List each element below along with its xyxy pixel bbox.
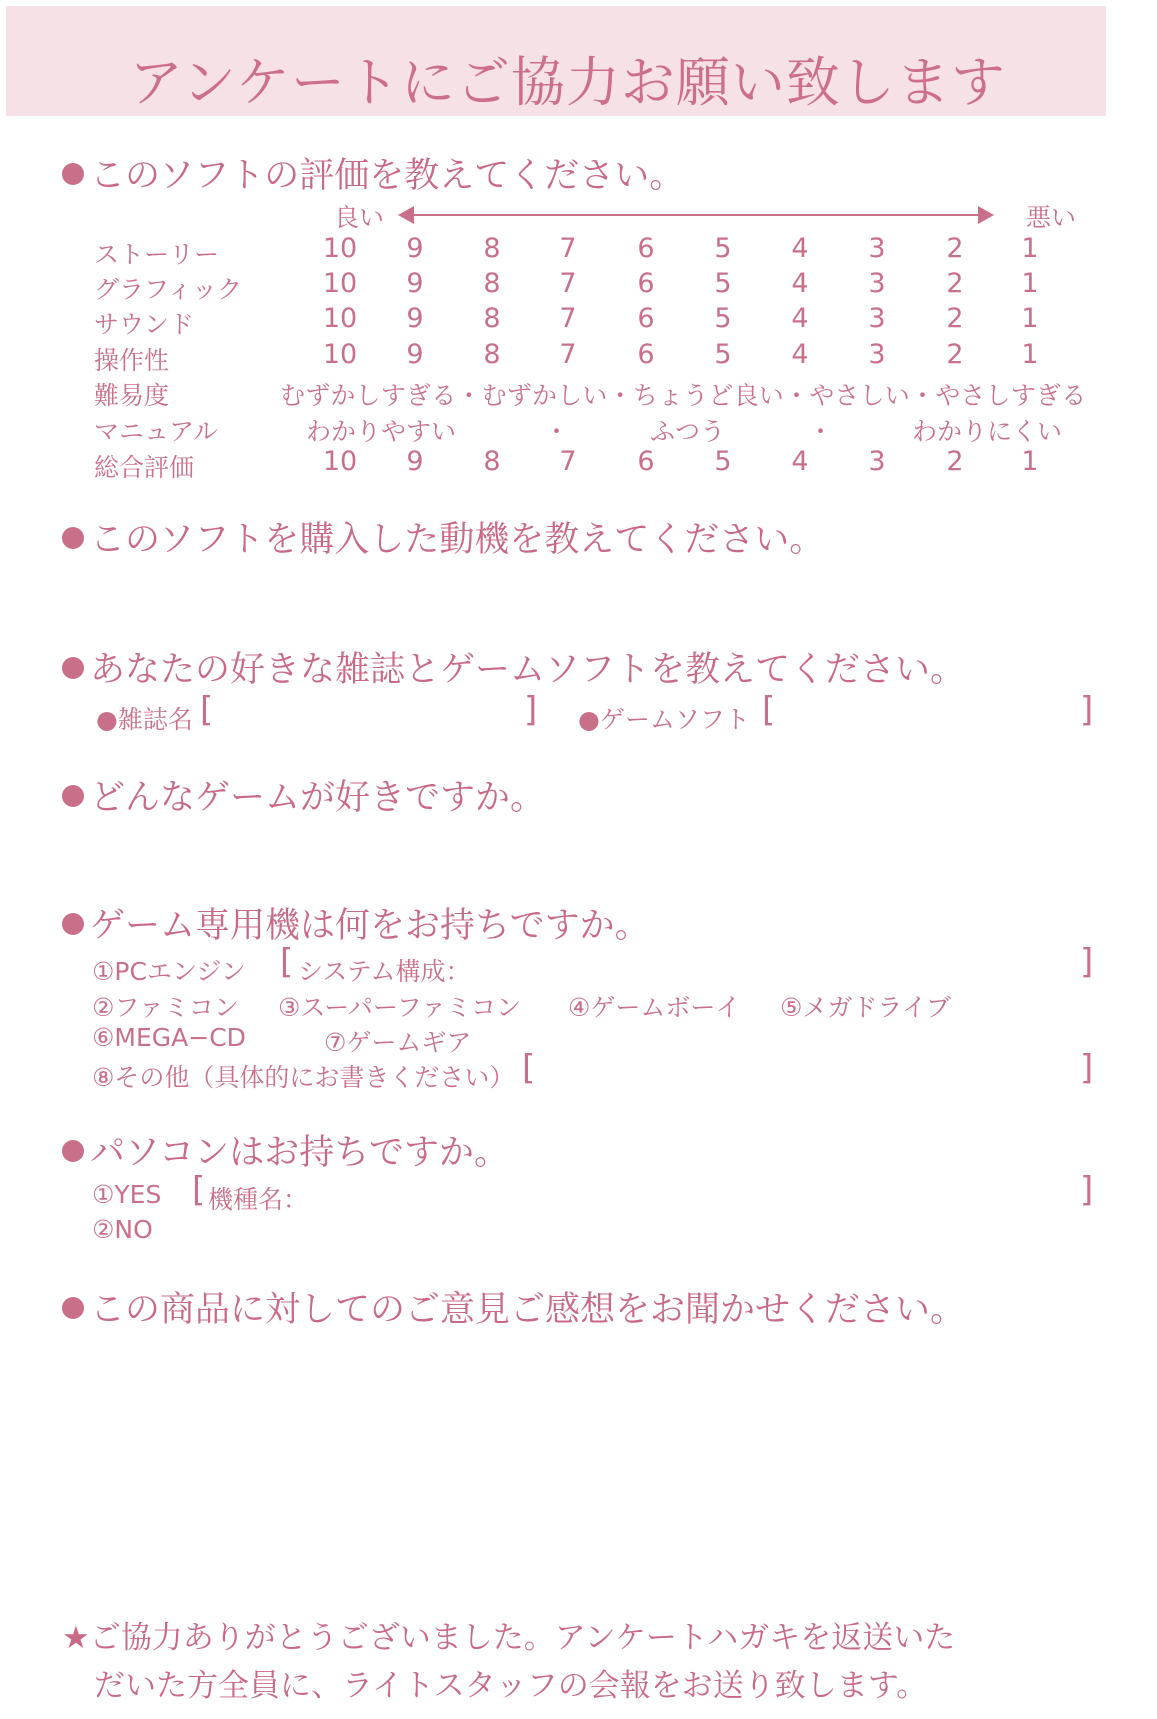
rating-story-option[interactable]: 5 <box>714 233 732 264</box>
rating-graphic-option[interactable]: 3 <box>868 268 886 299</box>
rating-overall-option[interactable]: 6 <box>637 446 655 477</box>
pc-engine-field-label: システム構成： <box>298 957 471 986</box>
other-bracket-open: [ <box>522 1048 536 1088</box>
rating-sound-option[interactable]: 1 <box>1021 303 1039 334</box>
console-option-other[interactable]: ⑧その他（具体的にお書きください） <box>92 1063 515 1092</box>
game-soft-bracket-open: [ <box>762 690 776 730</box>
bullet-icon <box>62 527 84 549</box>
pc-option-no[interactable]: ②NO <box>92 1215 153 1244</box>
pc-bracket-open: [ <box>192 1170 206 1210</box>
bad-label: 悪い <box>1026 203 1077 232</box>
rating-sound-option[interactable]: 6 <box>637 303 655 334</box>
page-title: アンケートにご協力お願い致します <box>129 51 1006 114</box>
magazine-label: ●雑誌名 <box>96 705 193 734</box>
console-option-pc-engine[interactable]: ①PCエンジン <box>92 957 246 986</box>
console-option-megadrive[interactable]: ⑤メガドライブ <box>780 993 951 1022</box>
pc-option-yes[interactable]: ①YES <box>92 1180 162 1209</box>
rating-overall-option[interactable]: 4 <box>791 446 809 477</box>
footer-line-1: ★ご協力ありがとうございました。アンケートハガキを返送いた <box>62 1620 956 1656</box>
pc-engine-bracket-open: [ <box>280 942 294 982</box>
rating-graphic-option[interactable]: 5 <box>714 268 732 299</box>
footer-line-2: だいた方全員に、ライトスタッフの会報をお送り致します。 <box>94 1668 928 1704</box>
question-favorites: あなたの好きな雑誌とゲームソフトを教えてください。 <box>62 642 965 692</box>
question-pc: パソコンはお持ちですか。 <box>62 1125 509 1175</box>
rating-story-option[interactable]: 4 <box>791 233 809 264</box>
rating-graphic-option[interactable]: 7 <box>559 268 577 299</box>
good-label: 良い <box>334 203 385 232</box>
rating-overall-option[interactable]: 9 <box>406 446 424 477</box>
rating-story-option[interactable]: 8 <box>483 233 501 264</box>
arrow-left-icon <box>398 206 414 224</box>
bullet-icon <box>62 657 84 679</box>
rating-sound-option[interactable]: 7 <box>559 303 577 334</box>
pc-model-field[interactable] <box>320 1176 1070 1212</box>
other-console-field[interactable] <box>540 1054 1070 1090</box>
rating-story-option[interactable]: 1 <box>1021 233 1039 264</box>
rating-story-option[interactable]: 10 <box>322 233 358 264</box>
rating-sound-option[interactable]: 4 <box>791 303 809 334</box>
rating-control-option[interactable]: 1 <box>1021 339 1039 370</box>
rating-control-option[interactable]: 6 <box>637 339 655 370</box>
rating-story-option[interactable]: 2 <box>946 233 964 264</box>
manual-separator: ・ <box>808 417 834 446</box>
row-label-graphic: グラフィック <box>94 275 243 304</box>
rating-overall-option[interactable]: 5 <box>714 446 732 477</box>
question-console: ゲーム専用機は何をお持ちですか。 <box>62 898 650 948</box>
rating-graphic-option[interactable]: 1 <box>1021 268 1039 299</box>
bullet-icon <box>62 163 84 185</box>
rating-story-option[interactable]: 3 <box>868 233 886 264</box>
rating-control-option[interactable]: 5 <box>714 339 732 370</box>
question-opinion: この商品に対してのご意見ご感想をお聞かせください。 <box>62 1282 965 1332</box>
rating-control-option[interactable]: 8 <box>483 339 501 370</box>
rating-overall-option[interactable]: 8 <box>483 446 501 477</box>
difficulty-options[interactable]: むずかしすぎる・むずかしい・ちょうど良い・やさしい・やさしすぎる <box>280 381 1087 410</box>
rating-graphic-option[interactable]: 2 <box>946 268 964 299</box>
row-label-control: 操作性 <box>94 346 170 375</box>
rating-sound-option[interactable]: 2 <box>946 303 964 334</box>
manual-option-easy[interactable]: わかりやすい <box>306 417 457 446</box>
rating-graphic-option[interactable]: 4 <box>791 268 809 299</box>
rating-graphic-option[interactable]: 10 <box>322 268 358 299</box>
rating-sound-option[interactable]: 9 <box>406 303 424 334</box>
pc-engine-bracket-close: ] <box>1080 942 1094 982</box>
console-option-super-famicom[interactable]: ③スーパーファミコン <box>278 993 522 1022</box>
rating-sound-option[interactable]: 3 <box>868 303 886 334</box>
bullet-icon <box>62 1297 84 1319</box>
row-label-difficulty: 難易度 <box>94 381 170 410</box>
bullet-icon <box>62 913 84 935</box>
rating-control-option[interactable]: 4 <box>791 339 809 370</box>
scale-arrow-line <box>400 214 990 216</box>
rating-story-option[interactable]: 6 <box>637 233 655 264</box>
magazine-field[interactable] <box>216 696 526 732</box>
game-soft-label: ●ゲームソフト <box>578 705 750 734</box>
console-option-famicom[interactable]: ②ファミコン <box>92 993 239 1022</box>
question-genre: どんなゲームが好きですか。 <box>62 770 545 820</box>
rating-sound-option[interactable]: 5 <box>714 303 732 334</box>
pc-model-label: 機種名： <box>208 1185 309 1214</box>
console-option-gamegear[interactable]: ⑦ゲームギア <box>324 1028 472 1057</box>
magazine-bracket-close: ] <box>524 690 538 730</box>
pc-bracket-close: ] <box>1080 1170 1094 1210</box>
rating-sound-option[interactable]: 8 <box>483 303 501 334</box>
row-label-overall: 総合評価 <box>94 453 195 482</box>
console-option-mega-cd[interactable]: ⑥MEGA−CD <box>92 1023 246 1052</box>
rating-story-option[interactable]: 7 <box>559 233 577 264</box>
manual-separator: ・ <box>544 417 570 446</box>
row-label-sound: サウンド <box>94 310 195 339</box>
rating-graphic-option[interactable]: 9 <box>406 268 424 299</box>
question-motive: このソフトを購入した動機を教えてください。 <box>62 512 824 562</box>
other-bracket-close: ] <box>1080 1048 1094 1088</box>
bullet-icon <box>62 1140 84 1162</box>
rating-overall-option[interactable]: 10 <box>322 446 358 477</box>
rating-graphic-option[interactable]: 6 <box>637 268 655 299</box>
arrow-right-icon <box>978 206 994 224</box>
pc-engine-field[interactable] <box>480 948 1070 984</box>
rating-overall-option[interactable]: 7 <box>559 446 577 477</box>
row-label-manual: マニュアル <box>94 417 219 446</box>
rating-graphic-option[interactable]: 8 <box>483 268 501 299</box>
bullet-icon <box>62 785 84 807</box>
rating-control-option[interactable]: 10 <box>322 339 358 370</box>
question-rating: このソフトの評価を教えてください。 <box>62 148 684 198</box>
row-label-story: ストーリー <box>94 240 220 269</box>
rating-overall-option[interactable]: 1 <box>1021 446 1039 477</box>
manual-option-hard[interactable]: わかりにくい <box>912 417 1063 446</box>
rating-overall-option[interactable]: 3 <box>868 446 886 477</box>
rating-control-option[interactable]: 2 <box>946 339 964 370</box>
rating-control-option[interactable]: 7 <box>559 339 577 370</box>
rating-control-option[interactable]: 3 <box>868 339 886 370</box>
magazine-bracket-open: [ <box>200 690 214 730</box>
game-soft-field[interactable] <box>778 696 1078 732</box>
opinion-field[interactable] <box>62 1330 1092 1570</box>
rating-sound-option[interactable]: 10 <box>322 303 358 334</box>
manual-option-normal[interactable]: ふつう <box>650 417 726 446</box>
rating-overall-option[interactable]: 2 <box>946 446 964 477</box>
rating-control-option[interactable]: 9 <box>406 339 424 370</box>
console-option-gameboy[interactable]: ④ゲームボーイ <box>568 993 741 1022</box>
game-soft-bracket-close: ] <box>1080 690 1094 730</box>
rating-story-option[interactable]: 9 <box>406 233 424 264</box>
